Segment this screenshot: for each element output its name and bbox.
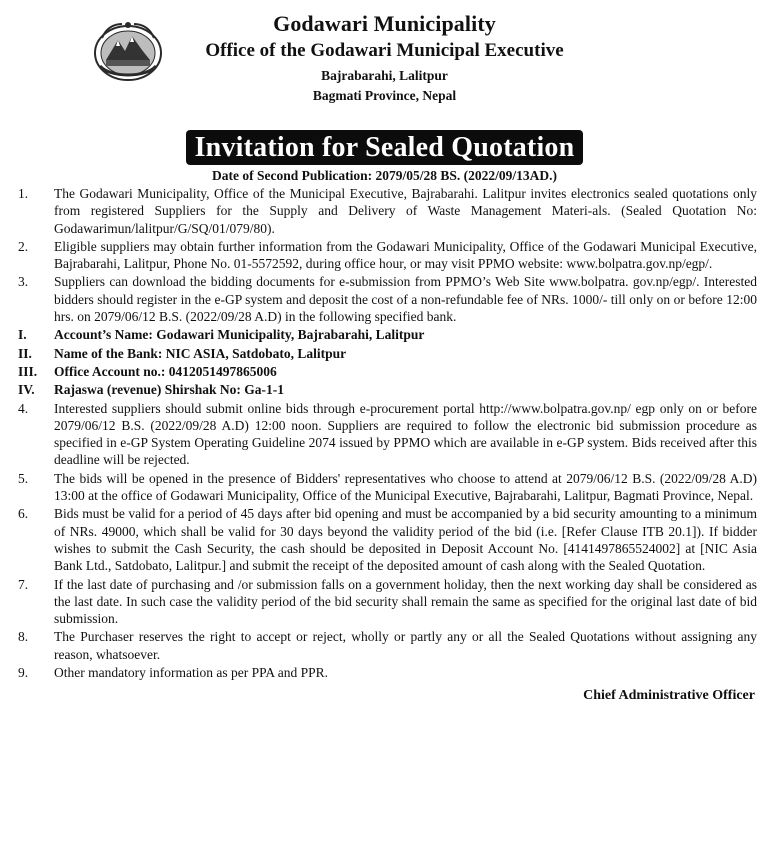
item-number: 2. xyxy=(18,238,29,254)
list-item xyxy=(12,185,757,237)
item-text: The Purchaser reserves the right to accept or reject, wholly or partly any or all the Sealed Quotations without assigning any reason, whatsoever. xyxy=(54,629,757,662)
item-text: If the last date of purchasing and /or submission falls on a government holiday, then the next working day shall be considered as the last date. In such case the validity period of the bid security shall remain the same as specified for the original last date of bid submission. xyxy=(54,576,757,627)
item-number: 3. xyxy=(18,274,29,290)
bank-detail-item xyxy=(12,326,757,343)
item-number: 7. xyxy=(18,576,29,592)
item-text: Office Account no.: 0412051497865006 xyxy=(54,363,277,379)
publication-date: Date of Second Publication: 2079/05/28 BS. (2022/09/13AD.) xyxy=(211,168,557,183)
municipality-title: Godawari Municipality xyxy=(273,11,496,36)
item-text: Rajaswa (revenue) Shirshak No: Ga-1-1 xyxy=(54,382,284,398)
list-item xyxy=(12,470,757,505)
item-text: Bids must be valid for a period of 45 days after bid opening and must be accompanied by a bid security amounting to a minimum of NRs. 49000, which shall be valid for 30 days beyond the validity period of the bid (i.e. [Refer Clause ITB 20.1]). If bidder wishes to submit the Cash Security, the cash should be deposited in Deposit Account No. [4141497865524002] at [NIC Asia Bank Ltd., Satdobato, Lalitpur.] and submit the receipt of the deposited amount of cash along with the Sealed Quotation. xyxy=(54,506,757,574)
bank-detail-item xyxy=(12,363,757,380)
list-item xyxy=(12,576,757,628)
item-number: 8. xyxy=(18,629,29,645)
item-text: Eligible suppliers may obtain further information from the Godawari Municipality, Office of the Godawari Municipal Executive, Bajrabarahi, Lalitpur, Phone No. 01-5572592, during office hour, or may visit PPMO website: www.bolpatra.gov.np/egp/. xyxy=(54,238,757,272)
address-line-1: Bajrabarahi, Lalitpur xyxy=(321,68,448,84)
item-text: The Godawari Municipality, Office of the Municipal Executive, Bajrabarahi. Lalitpur invites electronics sealed quotations only from registered Suppliers for the Supply and Delivery of Waste Management Materi-als. (Sealed Quotation No: Godawarimun/lalitpur/G/SQ/01/079/80). xyxy=(54,186,757,236)
list-item xyxy=(12,628,757,663)
item-text: Name of the Bank: NIC ASIA, Satdobato, Lalitpur xyxy=(54,345,347,361)
item-number: IV. xyxy=(18,382,35,398)
bank-detail-item xyxy=(12,381,757,398)
signature-title: Chief Administrative Officer xyxy=(583,688,755,704)
list-item xyxy=(12,505,757,574)
item-text: Suppliers can download the bidding documents for e-submission from PPMO’s Web Site www.bolpatra. gov.np/egp/. Interested bidders should register in the e-GP system and deposit the cost of a non-refundable fee of NRs. 1000/- till only on or before 12:00 hrs. on 2079/06/12 B.S. (2022/09/28 A.D) in the following specified bank. xyxy=(54,274,757,325)
notice-banner: Invitation for Sealed Quotation xyxy=(186,130,584,165)
item-number: 9. xyxy=(18,665,29,681)
item-text: Other mandatory information as per PPA and PPR. xyxy=(54,665,328,681)
item-text: The bids will be opened in the presence of Bidders' representatives who choose to attend at 2079/06/12 B.S. (2022/09/28 A.D) 13:00 at the office of Godawari Municipality, Office of the Municipal Executive, Bajrabarahi, Lalitpur, Bagmati Province, Nepal. xyxy=(54,470,757,504)
item-number: 6. xyxy=(18,506,29,522)
list-item xyxy=(12,238,757,273)
item-text: Account’s Name: Godawari Municipality, Bajrabarahi, Lalitpur xyxy=(54,327,425,343)
item-number: 1. xyxy=(18,186,29,201)
list-item xyxy=(12,400,757,469)
item-number: II. xyxy=(18,345,32,361)
address-line-2: Bagmati Province, Nepal xyxy=(312,88,457,104)
bank-detail-item xyxy=(12,345,757,362)
list-item xyxy=(12,664,757,681)
list-item xyxy=(12,273,757,325)
nepal-government-emblem-icon xyxy=(92,20,164,82)
item-number: III. xyxy=(18,363,38,379)
item-number: 5. xyxy=(18,470,29,486)
banner-wrapper xyxy=(12,130,757,165)
item-text: Interested suppliers should submit online bids through e-procurement portal http://www.bolpatra.gov.np/ egp only on or before 2079/06/12 B.S. (2022/09/28 A.D) 12:00 noon. Suppliers are required to follow the electronic bid submission procedure as specified in e-GP System Operating Guideline 2074 issued by PPMO which are available in e-GP system. Bids received after this deadline will be rejected. xyxy=(54,400,757,468)
item-number: I. xyxy=(18,327,27,343)
item-number: 4. xyxy=(18,400,29,416)
notice-items-list xyxy=(12,185,757,681)
office-subtitle: Office of the Godawari Municipal Executive xyxy=(205,40,564,62)
notice-header xyxy=(12,12,757,124)
